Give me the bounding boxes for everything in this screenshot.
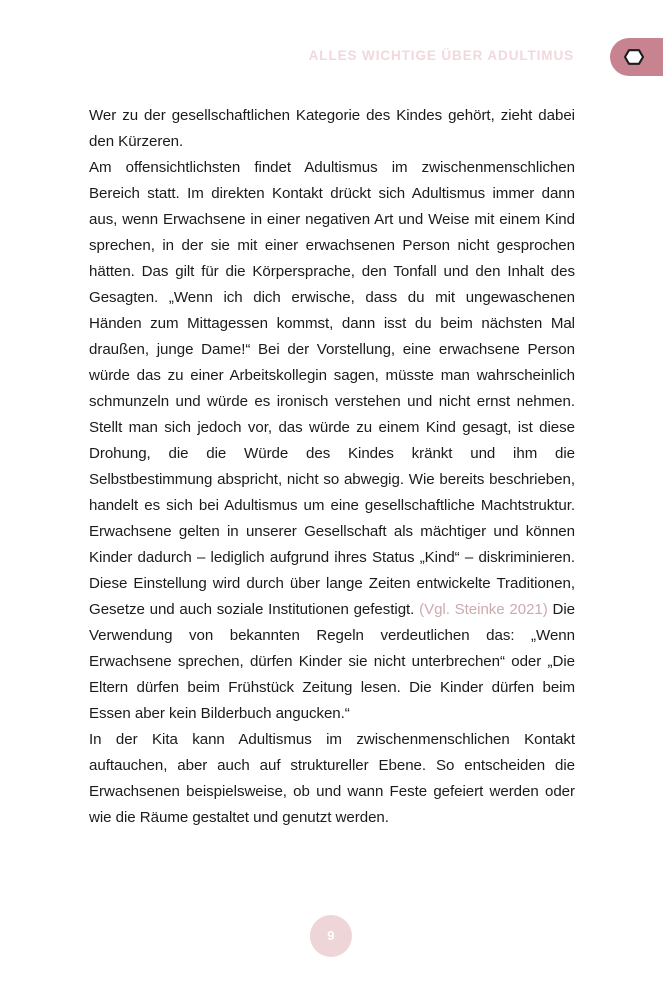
paragraph-2-text-before-citation: Am offensichtlichsten findet Adultismus im zwischenmenschlichen Bereich statt. Im direkten Kontakt drückt sich Adultismus immer dann aus, wenn Erwachsene in einer negativen Art und Weise mit einem Kind sprechen, in der sie mit einer erwachsenen Person nicht gesprochen hätten. Das gilt für die Körpersprache, den Tonfall und den Inhalt des Gesagten. „Wenn ich dich erwische, dass du mit ungewaschenen Händen zum Mittagessen kommst, dann isst du beim nächsten Mal draußen, junge Dame!“ Bei der Vorstellung, eine erwachsene Person würde das zu einer Arbeitskollegin sagen, müsste man wahrscheinlich schmunzeln und würde es ironisch verstehen und nicht ernst nehmen. Stellt man sich jedoch vor, das würde zu einem Kind gesagt, ist diese Drohung, die die Würde des Kindes kränkt und ihm die Selbstbestimmung abspricht, nicht so abwegig. Wie bereits beschrieben, handelt es sich bei Adultismus um eine gesellschaftliche Machtstruktur. Erwachsene gelten in unserer Gesellschaft als mächtiger und können Kinder dadurch – lediglich aufgrund ihres Status „Kind“ – diskriminieren. Diese Einstellung wird durch über lange Zeiten entwickelte Traditionen, Gesetze und auch soziale Institutionen gefestigt. [89, 159, 575, 618]
page-number-badge [310, 915, 352, 957]
page-number-value: 9 [327, 928, 335, 943]
header-tab [610, 38, 663, 76]
paragraph-3: In der Kita kann Adultismus im zwischenmenschlichen Kontakt auftauchen, aber auch auf struktureller Ebene. So entscheiden die Erwachsenen beispielsweise, ob und wann Feste gefeiert werden oder wie die Räume gestaltet und genutzt werden. [89, 731, 575, 826]
running-header [0, 46, 663, 70]
hexagon-icon [624, 47, 644, 67]
paragraph-2-text-after-citation: Die Verwendung von bekannten Regeln verdeutlichen das: „Wenn Erwachsene sprechen, dürfen Kinder sie nicht unterbrechen“ oder „Die Eltern dürfen beim Frühstück Zeitung lesen. Die Kinder dürfen beim Essen aber kein Bilderbuch angucken.“ [89, 601, 576, 722]
paragraph-1: Wer zu der gesellschaftlichen Kategorie des Kindes gehört, zieht dabei den Kürzeren. [89, 107, 575, 150]
page-body [89, 103, 575, 831]
citation-reference: (Vgl. Steinke 2021) [419, 601, 548, 618]
running-header-title: ALLES WICHTIGE ÜBER ADULTIMUS [308, 48, 574, 63]
paragraph-2 [89, 155, 575, 727]
